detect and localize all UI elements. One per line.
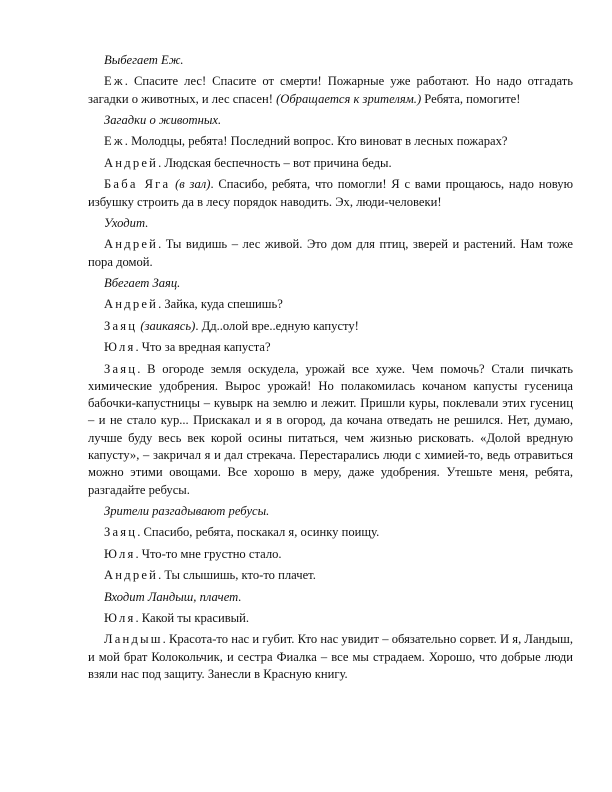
line-aside: (заикаясь) (137, 318, 196, 333)
line-text: . Что за вредная капуста? (135, 340, 271, 355)
line-text: . Людская беспечность – вот причина беды. (158, 155, 392, 170)
line-text: . Зайка, куда спешишь? (158, 297, 283, 312)
dialogue-line (88, 631, 573, 683)
speaker-name: Заяц (104, 525, 138, 540)
line-text: . В огороде земля оскудела, урожай все хуже. Чем помочь? Стали пичкать химические удобрения. Вырос урожай! Но полакомилась кочаном капусты гусеница бабочки-капустницы – кувырк на землю и лежит. Пришли куры, поклевали этих гусениц – и не стало кур... Прискакал и я в огород, да кочана отведать не решился. Нет, думаю, лучше буду весь век корой осины питаться, чем жизнью рисковать. «Долой вредную капусту», – закричал я и дал стрекача. Перестарались люди с химией-то, ведь отравиться можно этими овощами. Все хорошо в меру, даже удобрения. Утешьте меня, ребята, разгадайте ребусы. (88, 361, 573, 497)
speaker-name: Андрей (104, 297, 159, 312)
play-script (88, 52, 573, 687)
line-text: . Какой ты красивый. (135, 611, 249, 625)
speaker-name: Заяц (104, 318, 138, 333)
dialogue-line (88, 176, 573, 211)
line-text: . Дд..олой вре..едную капусту! (195, 318, 359, 333)
line-text: . Спасибо, ребята, что помогли! Я с вами прощаюсь, надо новую избушку строить да в лесу порядок наводить. Эх, люди-человеки! (88, 177, 573, 209)
speaker-name: Юля (104, 340, 136, 355)
line-text: . Спасибо, ребята, поскакал я, осинку поищу. (137, 525, 380, 540)
stage-direction: Выбегает Еж. (104, 53, 184, 67)
stage-direction: Зрители разгадывают ребусы. (104, 504, 270, 519)
speaker-name: Еж (104, 74, 125, 89)
line-aside: (Обращается к зрителям.) (276, 91, 422, 106)
dialogue-line (88, 567, 573, 584)
line-text: . Что-то мне грустно стало. (135, 546, 282, 561)
dialogue-line (88, 524, 573, 541)
line-aside: (в зал) (170, 177, 211, 192)
dialogue-line (88, 73, 573, 108)
dialogue-line (88, 339, 573, 356)
stage-direction: Уходит. (104, 215, 149, 230)
speaker-name: Баба Яга (104, 177, 171, 192)
dialogue-line (88, 236, 573, 271)
speaker-name: Еж (104, 134, 125, 149)
speaker-name: Юля (104, 546, 136, 561)
line-text: . Красота-то нас и губит. Кто нас увидит – обязательно сорвет. И я, Ландыш, и мой брат Колокольчик, и сестра Фиалка – все мы страдаем. Хорошо, что добрые люди взяли нас под защиту. Занесли в Красную книгу. (88, 632, 573, 681)
line-text: . Ты видишь – лес живой. Это дом для птиц, зверей и растений. Нам тоже пора домой. (88, 237, 573, 269)
speaker-name: Андрей (104, 568, 159, 583)
speaker-name: Заяц (104, 361, 138, 376)
dialogue-line (88, 318, 573, 335)
line-text: . Ты слышишь, кто-то плачет. (158, 568, 316, 583)
dialogue-line (88, 546, 573, 563)
speaker-name: Юля (104, 611, 136, 625)
line-text: . Спасите лес! Спасите от смерти! Пожарные уже работают. Но надо отгадать загадки о животных, и лес спасен! (88, 74, 573, 106)
stage-direction: Вбегает Заяц. (104, 276, 181, 291)
dialogue-line (88, 155, 573, 172)
speaker-name: Андрей (104, 155, 159, 170)
dialogue-line (88, 296, 573, 313)
stage-direction: Входит Ландыш, плачет. (104, 589, 242, 604)
dialogue-line (88, 610, 573, 627)
line-text-after: Ребята, помогите! (421, 91, 521, 106)
speaker-name: Ландыш (104, 632, 163, 647)
dialogue-line (88, 361, 573, 499)
speaker-name: Андрей (104, 237, 159, 252)
stage-direction: Загадки о животных. (104, 113, 222, 128)
dialogue-line (88, 133, 573, 150)
line-text: . Молодцы, ребята! Последний вопрос. Кто виноват в лесных пожарах? (124, 134, 508, 149)
